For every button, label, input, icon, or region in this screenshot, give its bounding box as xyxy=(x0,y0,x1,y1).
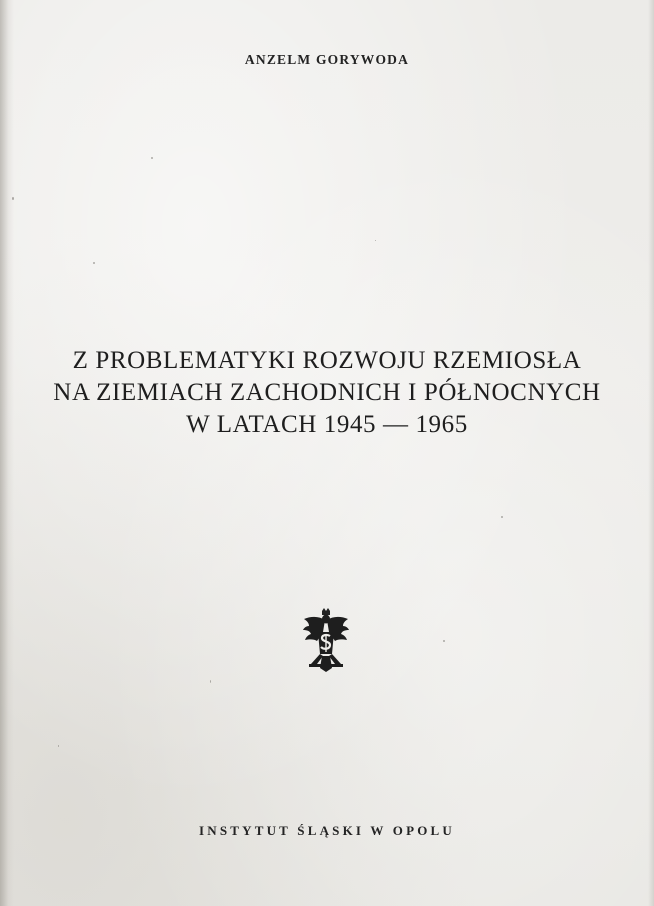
spine-shadow xyxy=(0,0,14,906)
paper-speck xyxy=(375,240,376,241)
paper-speck xyxy=(210,680,211,683)
paper-speck xyxy=(443,640,445,642)
paper-speck xyxy=(58,745,59,747)
title-line-2: NA ZIEMIACH ZACHODNICH I PÓŁNOCNYCH xyxy=(53,379,601,406)
title-line-3: W LATACH 1945 — 1965 xyxy=(186,411,468,438)
author-name: ANZELM GORYWODA xyxy=(244,52,410,67)
paper-speck xyxy=(93,262,95,264)
book-title xyxy=(20,345,634,441)
paper-speck xyxy=(12,197,14,200)
paper-speck xyxy=(501,516,503,518)
title-line-1: Z PROBLEMATYKI ROZWOJU RZEMIOSŁA xyxy=(72,347,582,374)
paper-speck xyxy=(151,157,153,159)
publisher-name: INSTYTUT ŚLĄSKI W OPOLU xyxy=(198,823,456,838)
publisher-emblem-icon xyxy=(301,608,351,672)
page-edge xyxy=(648,0,654,906)
